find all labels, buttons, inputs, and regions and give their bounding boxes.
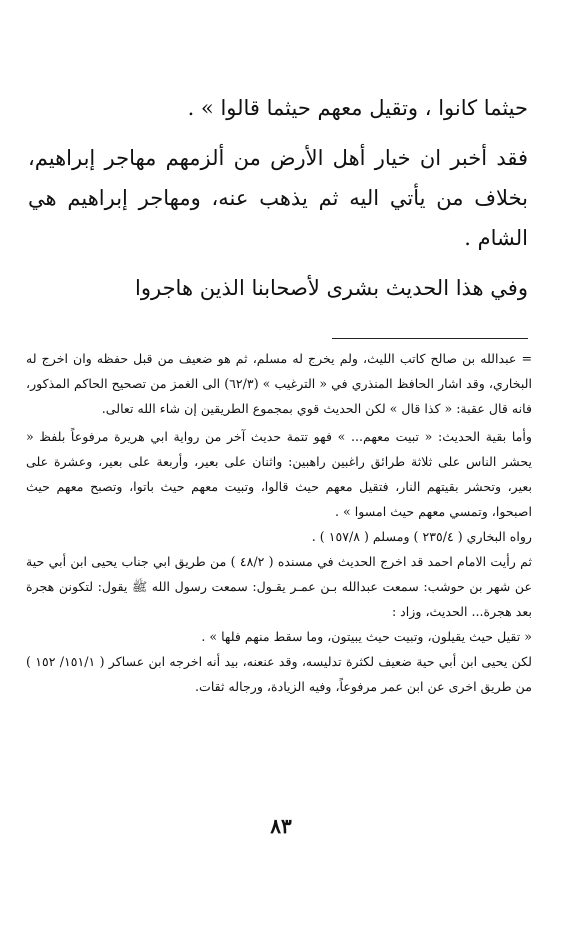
footnote-paragraph: ثم رأيت الامام احمد قد اخرج الحديث في مسنده ( ٤٨/٢ ) من طريق ابي جناب يحيى ابن أبي حية عن شهر بن حوشب: سمعت عبدالله بـن عمـر يقـول: سمعت رسول الله ﷺ يقول: لتكونن هجرة بعد هجرة... الحديث، وزاد :: [26, 554, 532, 619]
main-text: [28, 88, 528, 308]
footnote-paragraph: وأما بقية الحديث: « تبيت معهم... » فهو تتمة حديث آخر من رواية ابي هريرة مرفوعاً بلفظ « يحشر الناس على ثلاثة طرائق راغبين راهبين: واثنان على بعير، وأربعة على بعير، وعشرة على بعير، وتحشر بقيتهم النار، فتقيل معهم حيث قالوا، وتبيت معهم حيث باتوا، وتصبح معهم حيث اصبحوا، وتمسي معهم حيث امسوا » .: [26, 429, 532, 519]
main-line-1: حيثما كانوا ، وتقيل معهم حيثما قالوا » .: [187, 96, 528, 120]
main-paragraph-3: وفي هذا الحديث بشرى لأصحابنا الذين هاجروا: [135, 276, 528, 300]
main-paragraph-2: فقد أخبر ان خيار أهل الأرض من ألزمهم مهاجر إبراهيم، بخلاف من يأتي اليه ثم يذهب عنه، ومهاجر إبراهيم هي الشام .: [28, 146, 528, 250]
footnote-paragraph: « تقيل حيث يقيلون، وتبيت حيث يبيتون، وما سقط منهم فلها » .: [201, 629, 532, 644]
footnote-paragraph: رواه البخاري ( ٢٣٥/٤ ) ومسلم ( ١٥٧/٨ ) .: [311, 529, 532, 544]
footnote-paragraph: = عبدالله بن صالح كاتب الليث، ولم يخرج له مسلم، ثم هو ضعيف من قبل حفظه وان اخرج له البخاري، وقد اشار الحافظ المنذري في « الترغيب » (٦٢/٣) الى الغمز من تصحيح الحاكم المذكور، فانه قال عقبة: « كذا قال » لكن الحديث قوي بمجموع الطريقين إن شاء الله تعالى.: [26, 351, 532, 416]
page-number: ٨٣: [270, 814, 292, 838]
footnotes: [26, 346, 532, 699]
footnote-separator: [332, 338, 528, 339]
footnote-paragraph: لكن يحيى ابن أبي حية ضعيف لكثرة تدليسه، وقد عنعنه، بيد أنه اخرجه ابن عساكر ( ١٥١/١/ ١٥٢ ) من طريق اخرى عن ابن عمر مرفوعاً، وفيه الزيادة، ورجاله ثقات.: [26, 654, 533, 694]
